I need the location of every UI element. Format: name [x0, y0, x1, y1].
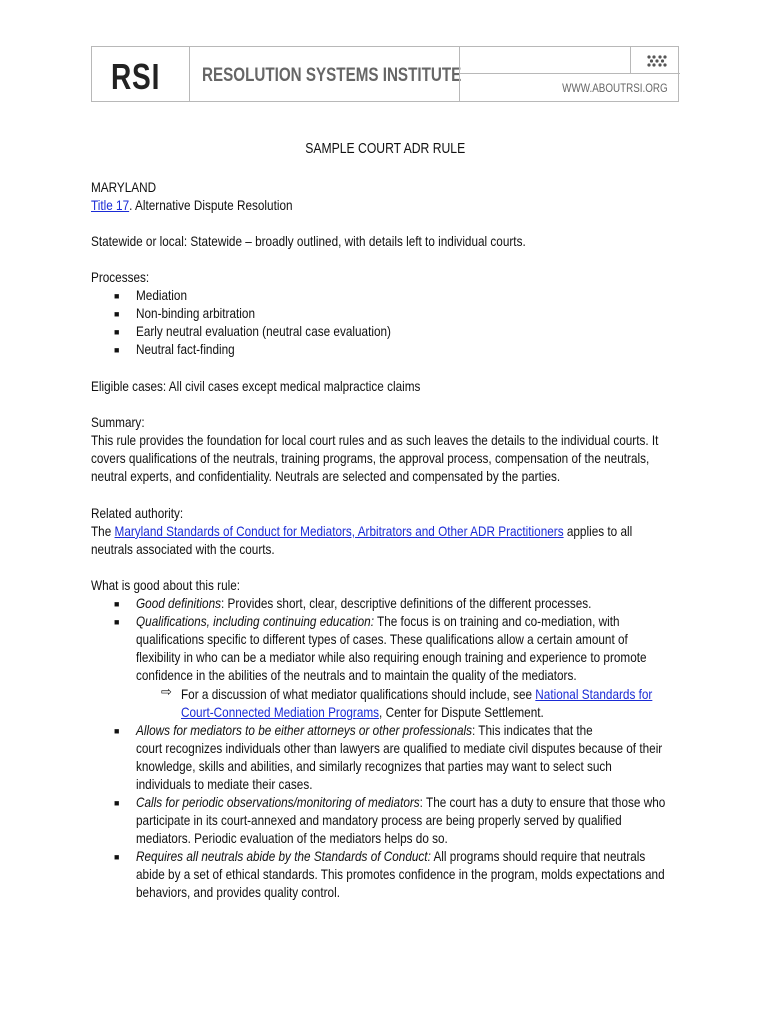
statewide-text: Statewide – broadly outlined, with details left to individual courts.	[187, 233, 526, 249]
dot-grid-icon	[646, 54, 668, 68]
bullet-icon: ■	[114, 599, 120, 609]
summary-line: neutral experts, and confidentiality. Neutrals are selected and compensated by the parties.	[91, 468, 561, 484]
related-line: neutrals associated with the courts.	[91, 541, 275, 557]
list-item-line: knowledge, skills and abilities, and similarly recognizes that parties may want to select such	[136, 758, 612, 774]
list-item-line: mediators. Periodic evaluation of the mediators helps do so.	[136, 830, 448, 846]
website-url: WWW.ABOUTRSI.ORG	[562, 81, 668, 95]
org-name: RESOLUTION SYSTEMS INSTITUTE	[202, 65, 462, 86]
related-line: The Maryland Standards of Conduct for Mediators, Arbitrators and Other ADR Practitioners applies to all	[91, 523, 633, 539]
list-item: Requires all neutrals abide by the Standards of Conduct: All programs should require that neutrals	[136, 848, 646, 864]
bullet-icon: ■	[114, 327, 120, 337]
header-separator	[630, 47, 631, 74]
eligible-label: Eligible cases:	[91, 378, 167, 394]
sub-item: For a discussion of what mediator qualifications should include, see National Standards for	[181, 686, 653, 702]
list-item: Non-binding arbitration	[136, 305, 255, 321]
bullet-icon: ■	[114, 309, 120, 319]
summary-label: Summary:	[91, 414, 145, 430]
statewide-label: Statewide or local:	[91, 233, 188, 249]
header-right-top	[460, 47, 680, 74]
court-connected-link[interactable]: Court-Connected Mediation Programs	[181, 704, 380, 720]
list-item: Early neutral evaluation (neutral case evaluation)	[136, 323, 391, 339]
bullet-icon: ■	[114, 726, 120, 736]
title-17-link[interactable]: Title 17	[91, 197, 130, 213]
list-item-line: confidence in the abilities of the neutrals and to maintain the quality of the mediators.	[136, 667, 577, 683]
letterhead	[91, 46, 679, 102]
bullet-icon: ■	[114, 291, 120, 301]
rule-title-line	[91, 196, 331, 214]
eligible-text: All civil cases except medical malpractice claims	[166, 378, 421, 394]
summary-line: This rule provides the foundation for local court rules and as such leaves the details to the individual courts. It	[91, 432, 659, 448]
logo-cell	[92, 47, 190, 101]
statewide-line	[91, 232, 609, 250]
summary-line: covers qualifications of the neutrals, training programs, the approval process, compensation of the neutrals,	[91, 450, 650, 466]
bullet-icon: ■	[114, 345, 120, 355]
good-label: What is good about this rule:	[91, 577, 241, 593]
national-standards-link[interactable]: National Standards for	[535, 686, 653, 702]
list-item-line: participate in its court-annexed and mandatory process are being properly served by qualified	[136, 812, 622, 828]
header-right	[459, 47, 680, 101]
list-item-line: individuals to mediate their cases.	[136, 776, 313, 792]
eligible-line	[91, 377, 483, 395]
list-item: Good definitions: Provides short, clear, descriptive definitions of the different processes.	[136, 595, 592, 611]
rule-title-text: . Alternative Dispute Resolution	[129, 197, 293, 213]
list-item-line: qualifications specific to different types of cases. These qualifications allow a certain amount of	[136, 631, 628, 647]
list-item-line: flexibility in who can be a mediator while also requiring enough training and experience to promote	[136, 649, 647, 665]
list-item: Mediation	[136, 287, 187, 303]
bullet-icon: ■	[114, 617, 120, 627]
list-item-line: abide by a set of ethical standards. This promotes confidence in the program, molds expectations and	[136, 866, 665, 882]
processes-label: Processes:	[91, 269, 150, 285]
list-item: Calls for periodic observations/monitoring of mediators: The court has a duty to ensure that those who	[136, 794, 666, 810]
arrow-right-icon: ⇨	[161, 684, 172, 699]
bullet-icon: ■	[114, 852, 120, 862]
document-title: SAMPLE COURT ADR RULE	[305, 141, 465, 157]
list-item-line: court recognizes individuals other than lawyers are qualified to mediate civil disputes because of their	[136, 740, 663, 756]
maryland-standards-link[interactable]: Maryland Standards of Conduct for Mediators, Arbitrators and Other ADR Practitioners	[114, 523, 564, 539]
list-item: Neutral fact-finding	[136, 341, 235, 357]
state-heading: MARYLAND	[91, 179, 157, 195]
list-item-line: behaviors, and provides quality control.	[136, 884, 340, 900]
bullet-icon: ■	[114, 798, 120, 808]
related-label: Related authority:	[91, 505, 184, 521]
list-item: Qualifications, including continuing education: The focus is on training and co-mediation, with	[136, 613, 620, 629]
rsi-logo: RSI	[111, 56, 161, 97]
sub-item-line: Court-Connected Mediation Programs, Center for Dispute Settlement.	[181, 704, 544, 720]
list-item: Allows for mediators to be either attorneys or other professionals: This indicates that the	[136, 722, 593, 738]
